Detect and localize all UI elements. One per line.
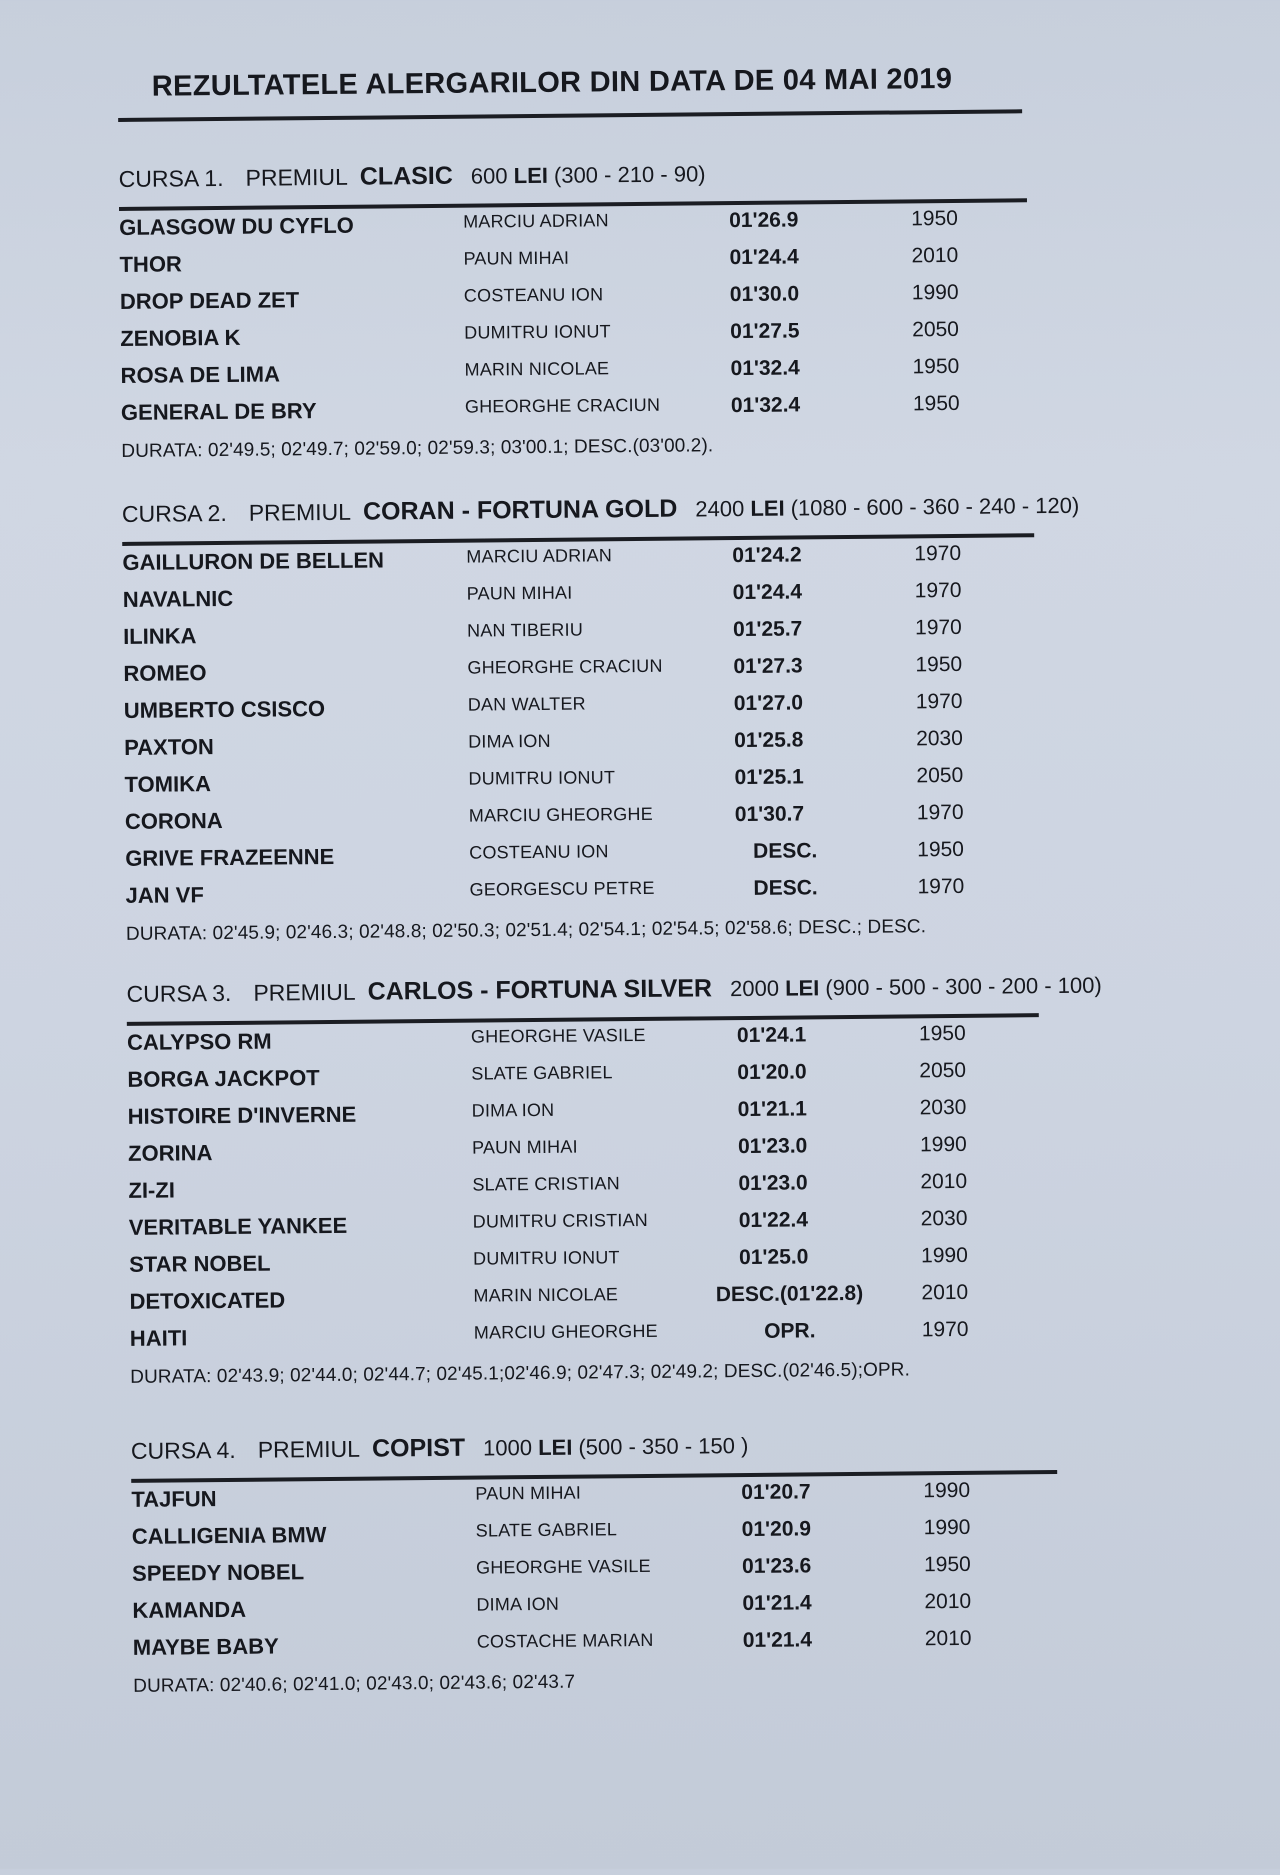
distance: 1990	[923, 1515, 971, 1540]
horse-name: TAJFUN	[131, 1486, 217, 1512]
distance: 1990	[923, 1478, 971, 1503]
race-time: DESC.	[753, 876, 818, 900]
race-time: OPR.	[764, 1319, 816, 1343]
race-time: 01'27.0	[733, 691, 804, 716]
driver-name: MARIN NICOLAE	[473, 1284, 619, 1306]
driver-name: SLATE GABRIEL	[471, 1062, 613, 1084]
driver-name: SLATE CRISTIAN	[472, 1173, 620, 1195]
race-time: 01'20.0	[737, 1060, 807, 1085]
race-time: 01'27.5	[730, 319, 800, 344]
driver-name: MARCIU ADRIAN	[466, 545, 613, 567]
prize-split: (900 - 500 - 300 - 200 - 100)	[825, 972, 1102, 1001]
prize-amount: 2000	[729, 975, 780, 1002]
prize-label: PREMIUL	[248, 498, 352, 526]
race-section-1	[119, 155, 1182, 463]
horse-name: SPEEDY NOBEL	[131, 1559, 305, 1586]
distance: 1950	[918, 1021, 966, 1046]
distance: 2010	[924, 1626, 972, 1651]
race-time: 01'23.0	[738, 1171, 808, 1196]
distance: 2030	[919, 1095, 967, 1120]
distance: 1950	[915, 652, 963, 677]
prize-amount-group	[730, 975, 820, 1002]
horse-name: CALLIGENIA BMW	[131, 1522, 327, 1549]
prize-name: CORAN - FORTUNA GOLD	[362, 494, 678, 526]
race-time: 01'21.4	[742, 1591, 812, 1616]
prize-amount: 600	[470, 163, 508, 189]
race-time: 01'32.4	[730, 393, 801, 418]
distance: 1970	[914, 541, 962, 566]
horse-name: CORONA	[124, 808, 223, 834]
distance: 1950	[923, 1552, 971, 1577]
race-number: CURSA 4.	[130, 1436, 236, 1464]
horse-name: TOMIKA	[124, 771, 212, 797]
durata-line: DURATA: 02'49.5; 02'49.7; 02'59.0; 02'59.3; 03'00.1; DESC.(03'00.2).	[121, 435, 714, 462]
durata-line: DURATA: 02'45.9; 02'46.3; 02'48.8; 02'50.3; 02'51.4; 02'54.1; 02'54.5; 02'58.6; DESC.; DESC.	[125, 916, 927, 945]
race-time: 01'20.9	[741, 1517, 812, 1542]
driver-name: GHEORGHE VASILE	[475, 1555, 651, 1578]
prize-label: PREMIUL	[245, 163, 348, 191]
race-time: DESC.(01'22.8)	[715, 1281, 864, 1307]
race-section-3	[126, 970, 1190, 1389]
horse-name: VERITABLE YANKEE	[128, 1212, 348, 1240]
race-time: 01'25.7	[732, 617, 803, 642]
distance: 1970	[914, 615, 962, 640]
prize-amount: 2400	[695, 495, 745, 522]
distance: 2010	[924, 1589, 972, 1614]
driver-name: PAUN MIHAI	[466, 582, 573, 604]
durata-line: DURATA: 02'43.9; 02'44.0; 02'44.7; 02'45.1;02'46.9; 02'47.3; 02'49.2; DESC.(02'46.5);OPR.	[130, 1359, 911, 1388]
prize-amount-group	[471, 163, 548, 190]
race-time: 01'25.1	[734, 765, 804, 790]
driver-name: MARIN NICOLAE	[464, 358, 610, 380]
driver-name: DIMA ION	[471, 1099, 555, 1121]
driver-name: NAN TIBERIU	[466, 619, 584, 641]
race-time: 01'24.4	[732, 580, 803, 605]
race-time: 01'24.1	[736, 1023, 807, 1048]
prize-amount-group	[483, 1435, 573, 1462]
race-time: 01'32.4	[730, 356, 800, 381]
currency-label: LEI	[513, 162, 549, 189]
currency-label: LEI	[538, 1434, 573, 1461]
horse-name: MAYBE BABY	[132, 1633, 279, 1660]
driver-name: DAN WALTER	[467, 693, 586, 715]
horse-name: HAITI	[129, 1325, 188, 1351]
distance: 2010	[921, 1280, 969, 1305]
horse-name: DETOXICATED	[129, 1287, 286, 1314]
distance: 1970	[915, 689, 963, 714]
horse-name: ZENOBIA K	[120, 324, 241, 351]
race-time: 01'25.8	[734, 728, 804, 753]
distance: 1990	[911, 280, 959, 305]
race-time: 01'27.3	[733, 654, 803, 679]
driver-name: COSTEANU ION	[463, 284, 604, 306]
distance: 1950	[917, 837, 965, 862]
distance: 1970	[914, 578, 962, 603]
driver-name: COSTACHE MARIAN	[476, 1629, 654, 1652]
distance: 1990	[919, 1132, 967, 1157]
horse-name: ILINKA	[122, 623, 197, 649]
distance: 1950	[911, 206, 958, 231]
driver-name: COSTEANU ION	[469, 841, 609, 863]
driver-name: PAUN MIHAI	[463, 247, 570, 269]
driver-name: MARCIU GHEORGHE	[473, 1320, 658, 1343]
horse-name: GLASGOW DU CYFLO	[119, 212, 354, 240]
driver-name: GHEORGHE CRACIUN	[464, 394, 661, 417]
prize-name: CLASIC	[359, 161, 453, 191]
prize-label: PREMIUL	[253, 978, 356, 1006]
prize-amount-group	[695, 496, 785, 523]
race-section-2	[122, 490, 1186, 946]
race-time: 01'30.7	[734, 802, 805, 827]
distance: 1970	[916, 800, 964, 825]
horse-name: ZORINA	[127, 1140, 213, 1166]
distance: 2030	[916, 726, 963, 751]
horse-name: PAXTON	[124, 734, 214, 760]
distance: 2010	[920, 1169, 968, 1194]
driver-name: DIMA ION	[468, 730, 551, 752]
horse-name: KAMANDA	[132, 1596, 247, 1623]
horse-name: UMBERTO CSISCO	[123, 696, 326, 723]
driver-name: MARCIU ADRIAN	[463, 210, 609, 232]
driver-name: DUMITRU CRISTIAN	[472, 1209, 649, 1232]
horse-name: DROP DEAD ZET	[119, 287, 300, 314]
horse-name: GRIVE FRAZEENNE	[125, 843, 335, 871]
distance: 2050	[916, 763, 964, 788]
horse-name: HISTOIRE D'INVERNE	[127, 1101, 357, 1129]
distance: 1990	[920, 1243, 968, 1268]
horse-name: BORGA JACKPOT	[127, 1065, 320, 1092]
driver-name: PAUN MIHAI	[475, 1482, 582, 1504]
prize-split: (300 - 210 - 90)	[553, 161, 706, 188]
horse-name: CALYPSO RM	[126, 1028, 272, 1055]
race-time: 01'21.1	[737, 1097, 808, 1122]
driver-name: PAUN MIHAI	[471, 1136, 578, 1158]
distance: 1950	[912, 354, 960, 379]
prize-split: (500 - 350 - 150 )	[578, 1432, 749, 1460]
driver-name: MARCIU GHEORGHE	[468, 803, 653, 826]
driver-name: SLATE GABRIEL	[475, 1519, 618, 1541]
driver-name: DUMITRU IONUT	[473, 1247, 620, 1269]
driver-name: GHEORGHE VASILE	[470, 1024, 646, 1047]
race-time: DESC.	[753, 839, 818, 863]
race-number: CURSA 3.	[126, 979, 232, 1007]
race-section-4	[131, 1427, 1193, 1698]
driver-name: GHEORGHE CRACIUN	[467, 655, 663, 678]
driver-name: GEORGESCU PETRE	[469, 877, 655, 900]
race-time: 01'23.0	[737, 1134, 808, 1159]
race-number: CURSA 2.	[121, 499, 227, 527]
distance: 1970	[921, 1317, 969, 1342]
durata-line: DURATA: 02'40.6; 02'41.0; 02'43.0; 02'43.6; 02'43.7	[133, 1671, 576, 1697]
distance: 2010	[911, 243, 959, 268]
horse-name: JAN VF	[125, 882, 204, 908]
currency-label: LEI	[750, 495, 785, 521]
distance: 2050	[912, 317, 960, 342]
prize-name: COPIST	[371, 1433, 466, 1463]
prize-amount: 1000	[482, 1435, 533, 1461]
race-number: CURSA 1.	[118, 164, 224, 192]
horse-name: ZI-ZI	[128, 1177, 175, 1203]
distance: 2050	[919, 1058, 967, 1083]
prize-name: CARLOS - FORTUNA SILVER	[367, 974, 713, 1006]
race-time: 01'21.4	[742, 1628, 813, 1653]
horse-name: THOR	[119, 251, 182, 277]
race-time: 01'24.4	[729, 245, 799, 270]
horse-name: ROMEO	[123, 660, 207, 686]
race-time: 01'22.4	[738, 1208, 809, 1233]
race-time: 01'26.9	[729, 208, 799, 233]
distance: 1950	[912, 391, 960, 416]
race-time: 01'25.0	[739, 1245, 809, 1270]
prize-split: (1080 - 600 - 360 - 240 - 120)	[790, 492, 1080, 521]
horse-name: GAILLURON DE BELLEN	[122, 547, 385, 575]
horse-name: NAVALNIC	[122, 585, 234, 612]
prize-label: PREMIUL	[257, 1435, 361, 1463]
horse-name: ROSA DE LIMA	[120, 361, 281, 388]
distance: 2030	[920, 1206, 968, 1231]
driver-name: DIMA ION	[476, 1593, 560, 1615]
currency-label: LEI	[784, 975, 820, 1001]
driver-name: DUMITRU IONUT	[468, 767, 616, 789]
driver-name: DUMITRU IONUT	[464, 321, 611, 343]
title-underline	[118, 109, 1022, 122]
race-time: 01'30.0	[729, 282, 800, 307]
race-time: 01'20.7	[741, 1480, 811, 1505]
page-title: REZULTATELE ALERGARILOR DIN DATA DE 04 MAI 2019	[151, 62, 953, 103]
horse-name: STAR NOBEL	[129, 1250, 271, 1277]
horse-name: GENERAL DE BRY	[120, 398, 317, 425]
race-time: 01'24.2	[732, 543, 802, 568]
distance: 1970	[917, 874, 965, 899]
race-time: 01'23.6	[741, 1554, 812, 1579]
